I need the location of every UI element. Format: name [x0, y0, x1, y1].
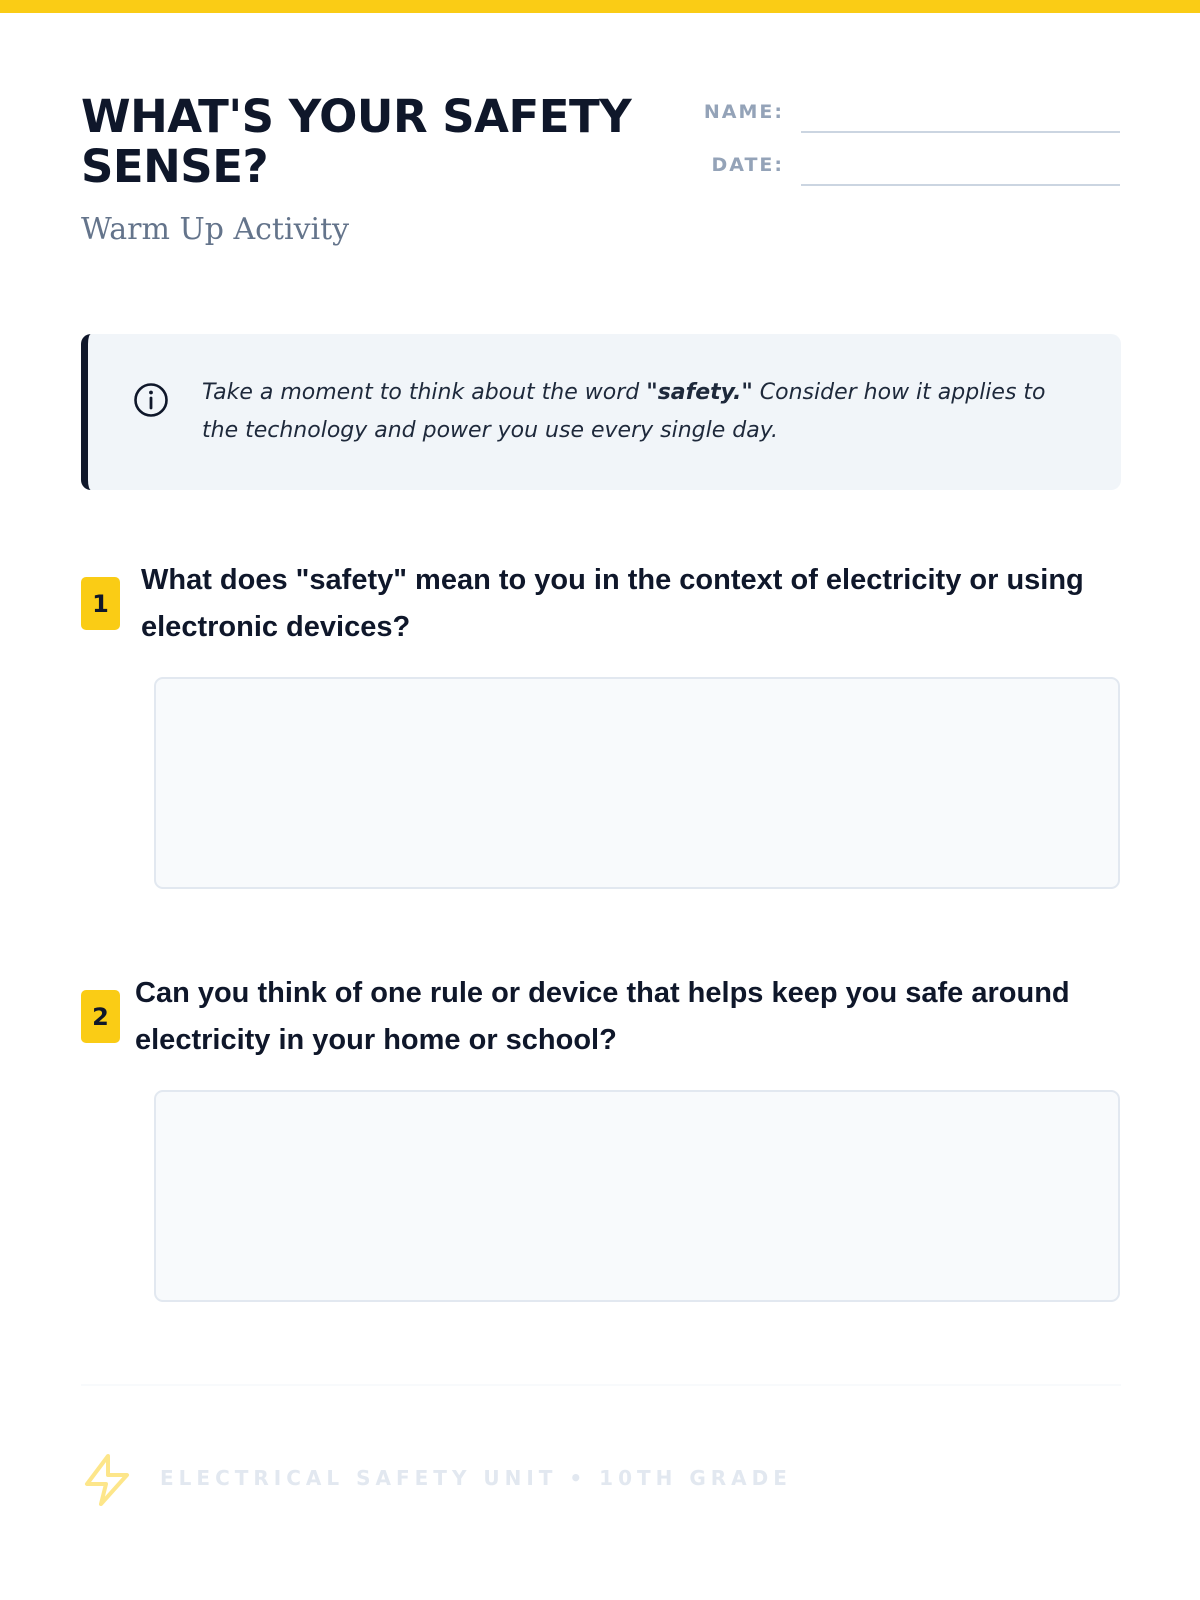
date-line[interactable]	[801, 184, 1120, 186]
name-line[interactable]	[801, 131, 1120, 133]
intro-text-after: Consider how it applies to the technology and power you use every single day.	[202, 380, 1046, 443]
intro-emphasis: "safety."	[646, 380, 753, 405]
date-field[interactable]	[700, 149, 1120, 185]
lightning-bolt-icon	[81, 1452, 133, 1508]
question-1-badge: 1	[81, 577, 120, 630]
question-2-answer-box[interactable]	[154, 1090, 1120, 1302]
intro-callout	[81, 334, 1121, 490]
name-label: NAME:	[703, 101, 784, 123]
footer-divider	[81, 1384, 1121, 1386]
page-title: WHAT'S YOUR SAFETY SENSE?	[81, 90, 632, 193]
question-1-text: What does "safety" mean to you in the context of electricity or using electronic devices?	[141, 564, 1084, 643]
intro-text	[202, 374, 1082, 450]
question-1-answer-box[interactable]	[154, 677, 1120, 889]
intro-text-before: Take a moment to think about the word	[202, 380, 647, 405]
name-field[interactable]	[700, 96, 1120, 132]
page-subtitle: Warm Up Activity	[81, 212, 350, 247]
question-2-text: Can you think of one rule or device that helps keep you safe around electricity in your home or school?	[135, 977, 1070, 1056]
question-2-badge: 2	[81, 990, 120, 1043]
top-accent-bar	[0, 0, 1200, 13]
date-label: DATE:	[711, 154, 784, 176]
footer-text: ELECTRICAL SAFETY UNIT • 10TH GRADE	[160, 1466, 792, 1490]
info-icon	[133, 382, 169, 418]
